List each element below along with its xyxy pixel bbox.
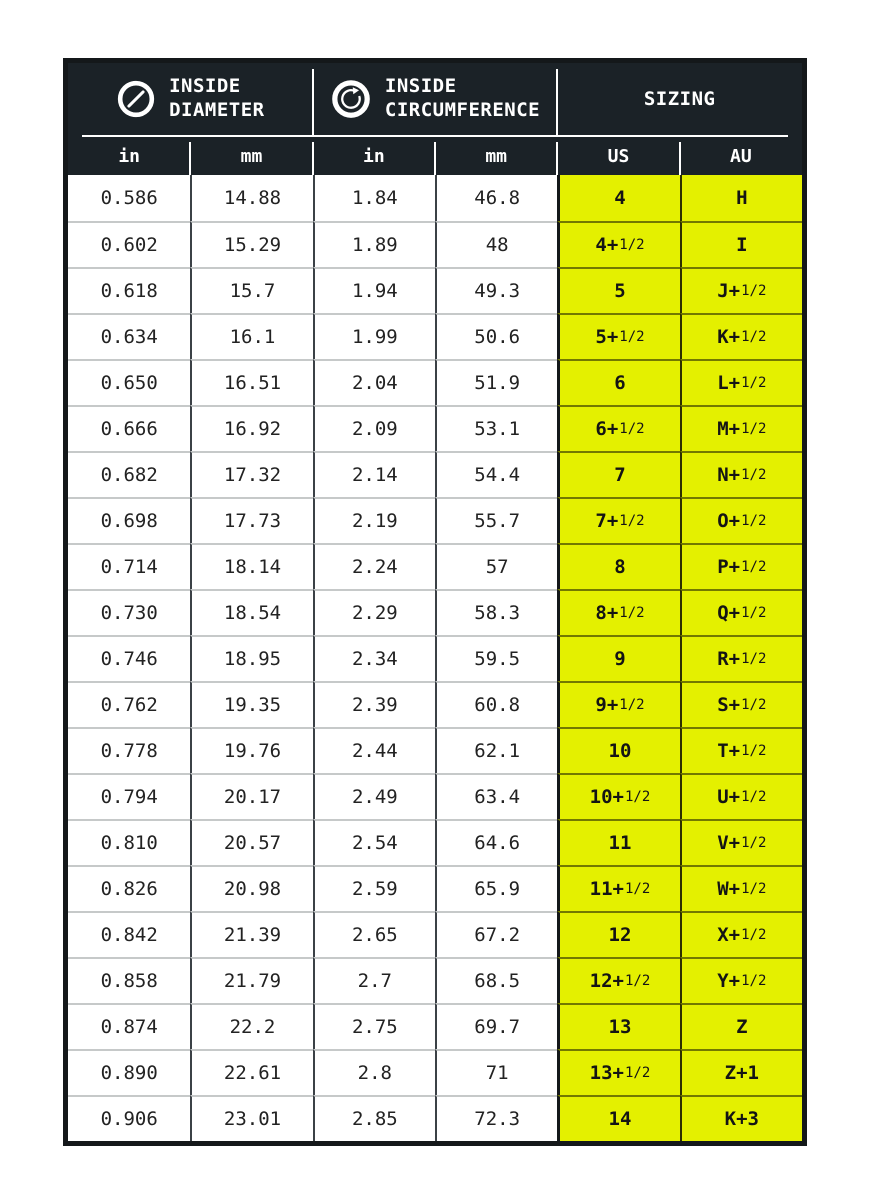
size-fraction: 1/2 [741,329,767,345]
size-main: 6+ [595,418,619,440]
cell-diameter-mm: 19.35 [190,681,312,727]
cell-circumference-mm: 62.1 [435,727,557,773]
cell-diameter-in: 0.778 [68,727,190,773]
header-label-line2: DIAMETER [169,99,265,121]
cell-size-au: Z [680,1003,802,1049]
cell-size-au [680,911,802,957]
cell-circumference-mm: 60.8 [435,681,557,727]
cell-diameter-mm: 15.29 [190,221,312,267]
size-fraction: 1/2 [625,973,651,989]
table-row [68,497,802,543]
cell-size-au [680,773,802,819]
size-main: M+ [717,418,741,440]
table-row [68,1095,802,1141]
cell-diameter-in: 0.746 [68,635,190,681]
cell-diameter-mm: 22.61 [190,1049,312,1095]
cell-circumference-in: 2.54 [313,819,435,865]
cell-circumference-in: 2.8 [313,1049,435,1095]
header-label-line1: INSIDE [169,75,241,98]
cell-circumference-in: 2.09 [313,405,435,451]
header-label-inside-circumference [385,75,540,123]
size-fraction: 1/2 [619,329,645,345]
header-label-line1: INSIDE [384,75,457,98]
cell-circumference-mm: 57 [435,543,557,589]
cell-diameter-in: 0.682 [68,451,190,497]
size-fraction: 1/2 [741,881,767,897]
cell-circumference-mm: 50.6 [435,313,557,359]
cell-circumference-in: 2.24 [313,543,435,589]
header-label-inside-diameter [169,75,265,123]
size-main: N+ [717,464,741,486]
cell-size-us: 4 [557,175,679,221]
table-row [68,635,802,681]
size-main: 5+ [595,326,619,348]
size-fraction: 1/2 [741,467,767,483]
cell-circumference-mm: 46.8 [435,175,557,221]
diameter-icon [116,79,156,119]
cell-size-us: 14 [557,1095,679,1141]
table-row [68,1003,802,1049]
cell-size-us [557,957,679,1003]
size-fraction: 1/2 [741,927,767,943]
cell-size-us: 9 [557,635,679,681]
cell-size-au: H [680,175,802,221]
cell-size-us: 10 [557,727,679,773]
cell-size-au [680,957,802,1003]
cell-size-au [680,543,802,589]
cell-diameter-in: 0.842 [68,911,190,957]
cell-size-au [680,589,802,635]
cell-diameter-in: 0.650 [68,359,190,405]
cell-circumference-in: 1.94 [313,267,435,313]
table-row [68,773,802,819]
size-fraction: 1/2 [619,421,645,437]
cell-size-us: 13 [557,1003,679,1049]
size-fraction: 1/2 [741,743,767,759]
size-fraction: 1/2 [625,881,651,897]
size-main: 13+ [589,1062,624,1084]
cell-diameter-mm: 22.2 [190,1003,312,1049]
size-fraction: 1/2 [741,697,767,713]
cell-size-au [680,635,802,681]
cell-diameter-in: 0.826 [68,865,190,911]
cell-size-au [680,405,802,451]
size-main: J+ [717,280,741,302]
subheader-mm-3: mm [435,137,557,175]
cell-diameter-in: 0.906 [68,1095,190,1141]
size-main: S+ [717,694,741,716]
header-inside-diameter [68,63,313,135]
cell-circumference-in: 2.14 [313,451,435,497]
cell-circumference-mm: 54.4 [435,451,557,497]
circumference-icon [330,78,372,120]
subheader-us-4: US [557,137,679,175]
size-fraction: 1/2 [741,835,767,851]
table-row [68,911,802,957]
cell-diameter-mm: 16.1 [190,313,312,359]
cell-diameter-mm: 21.39 [190,911,312,957]
size-fraction: 1/2 [741,421,767,437]
cell-diameter-in: 0.794 [68,773,190,819]
cell-circumference-mm: 65.9 [435,865,557,911]
subheader-in-0: in [118,145,140,167]
size-fraction: 1/2 [741,513,767,529]
cell-diameter-in: 0.890 [68,1049,190,1095]
cell-circumference-in: 2.7 [313,957,435,1003]
cell-circumference-mm: 71 [435,1049,557,1095]
cell-diameter-mm: 17.73 [190,497,312,543]
cell-circumference-in: 2.65 [313,911,435,957]
cell-diameter-mm: 20.98 [190,865,312,911]
cell-circumference-in: 1.84 [313,175,435,221]
size-main: Y+ [717,970,741,992]
cell-circumference-in: 2.44 [313,727,435,773]
cell-circumference-in: 2.75 [313,1003,435,1049]
table-row [68,267,802,313]
table-row [68,221,802,267]
cell-diameter-in: 0.714 [68,543,190,589]
cell-size-us [557,589,679,635]
cell-size-au [680,267,802,313]
cell-size-us: 7 [557,451,679,497]
cell-circumference-mm: 63.4 [435,773,557,819]
cell-circumference-mm: 51.9 [435,359,557,405]
cell-circumference-mm: 64.6 [435,819,557,865]
size-fraction: 1/2 [625,789,651,805]
table-body [68,175,802,1141]
cell-diameter-mm: 17.32 [190,451,312,497]
size-main: 10+ [589,786,624,808]
cell-size-us [557,865,679,911]
cell-size-au [680,497,802,543]
size-main: L+ [717,372,741,394]
size-main: Q+ [717,602,741,624]
cell-size-us: 6 [557,359,679,405]
cell-size-us [557,313,679,359]
cell-size-au [680,681,802,727]
cell-circumference-mm: 49.3 [435,267,557,313]
cell-circumference-in: 2.85 [313,1095,435,1141]
cell-circumference-mm: 58.3 [435,589,557,635]
cell-size-au: I [680,221,802,267]
table-row [68,681,802,727]
size-main: 12+ [589,970,624,992]
cell-circumference-in: 2.39 [313,681,435,727]
size-main: 9+ [595,694,619,716]
size-fraction: 1/2 [741,605,767,621]
table-header [68,63,802,175]
cell-size-us: 5 [557,267,679,313]
cell-size-us [557,773,679,819]
cell-diameter-mm: 15.7 [190,267,312,313]
cell-circumference-mm: 53.1 [435,405,557,451]
size-fraction: 1/2 [619,513,645,529]
cell-size-us [557,1049,679,1095]
header-label-line2: CIRCUMFERENCE [384,99,541,121]
cell-diameter-in: 0.602 [68,221,190,267]
cell-diameter-in: 0.762 [68,681,190,727]
table-row [68,359,802,405]
table-row [68,589,802,635]
cell-diameter-mm: 21.79 [190,957,312,1003]
header-group-row [68,63,802,135]
cell-size-au [680,865,802,911]
cell-size-au [680,313,802,359]
cell-circumference-mm: 72.3 [435,1095,557,1141]
cell-size-us [557,497,679,543]
table-row [68,543,802,589]
table-row [68,175,802,221]
table-row [68,957,802,1003]
cell-circumference-in: 2.04 [313,359,435,405]
size-fraction: 1/2 [741,789,767,805]
cell-circumference-in: 2.34 [313,635,435,681]
cell-circumference-mm: 68.5 [435,957,557,1003]
header-label-sizing: SIZING [643,88,716,110]
cell-diameter-mm: 18.95 [190,635,312,681]
cell-size-au [680,819,802,865]
cell-circumference-in: 1.89 [313,221,435,267]
cell-circumference-mm: 55.7 [435,497,557,543]
cell-size-us: 8 [557,543,679,589]
cell-circumference-mm: 67.2 [435,911,557,957]
cell-circumference-mm: 48 [435,221,557,267]
size-fraction: 1/2 [741,375,767,391]
cell-diameter-mm: 18.54 [190,589,312,635]
size-fraction: 1/2 [625,1065,651,1081]
cell-size-us: 12 [557,911,679,957]
size-main: 7+ [595,510,619,532]
cell-size-au [680,451,802,497]
size-main: K+ [717,326,741,348]
cell-diameter-in: 0.618 [68,267,190,313]
cell-diameter-mm: 20.17 [190,773,312,819]
size-main: P+ [717,556,741,578]
cell-circumference-in: 2.19 [313,497,435,543]
cell-diameter-mm: 18.14 [190,543,312,589]
size-main: T+ [717,740,741,762]
cell-size-us: 11 [557,819,679,865]
subheader-in-2: in [313,137,435,175]
header-sizing [557,63,802,135]
size-fraction: 1/2 [741,651,767,667]
table-row [68,313,802,359]
cell-size-us [557,681,679,727]
cell-size-us [557,405,679,451]
cell-size-au [680,727,802,773]
header-inside-circumference [313,63,558,135]
size-main: V+ [717,832,741,854]
size-main: 11+ [589,878,624,900]
subheader-au-5: AU [680,137,802,175]
ring-size-chart [63,58,807,1146]
cell-circumference-mm: 69.7 [435,1003,557,1049]
subheader-row [68,137,802,175]
cell-size-au: Z+1 [680,1049,802,1095]
table-row [68,865,802,911]
cell-circumference-in: 1.99 [313,313,435,359]
cell-diameter-mm: 16.92 [190,405,312,451]
size-fraction: 1/2 [619,697,645,713]
cell-diameter-in: 0.810 [68,819,190,865]
table-row [68,1049,802,1095]
table-row [68,451,802,497]
cell-diameter-in: 0.586 [68,175,190,221]
cell-size-us [557,221,679,267]
size-main: 8+ [595,602,619,624]
cell-circumference-mm: 59.5 [435,635,557,681]
cell-diameter-mm: 23.01 [190,1095,312,1141]
table-row [68,819,802,865]
cell-diameter-mm: 20.57 [190,819,312,865]
cell-circumference-in: 2.49 [313,773,435,819]
size-fraction: 1/2 [619,605,645,621]
cell-diameter-in: 0.666 [68,405,190,451]
cell-circumference-in: 2.29 [313,589,435,635]
cell-size-au [680,359,802,405]
table-row [68,727,802,773]
size-fraction: 1/2 [741,559,767,575]
cell-diameter-in: 0.634 [68,313,190,359]
size-main: 4+ [595,234,619,256]
size-main: O+ [717,510,741,532]
cell-size-au: K+3 [680,1095,802,1141]
size-main: R+ [717,648,741,670]
cell-diameter-mm: 14.88 [190,175,312,221]
table-row [68,405,802,451]
subheader-mm-1: mm [190,137,312,175]
cell-diameter-in: 0.858 [68,957,190,1003]
size-main: W+ [717,878,741,900]
cell-diameter-in: 0.730 [68,589,190,635]
cell-diameter-mm: 19.76 [190,727,312,773]
cell-circumference-in: 2.59 [313,865,435,911]
size-fraction: 1/2 [741,283,767,299]
cell-diameter-mm: 16.51 [190,359,312,405]
cell-diameter-in: 0.698 [68,497,190,543]
size-main: X+ [717,924,741,946]
cell-diameter-in: 0.874 [68,1003,190,1049]
size-main: U+ [717,786,741,808]
size-fraction: 1/2 [741,973,767,989]
size-fraction: 1/2 [619,237,645,253]
